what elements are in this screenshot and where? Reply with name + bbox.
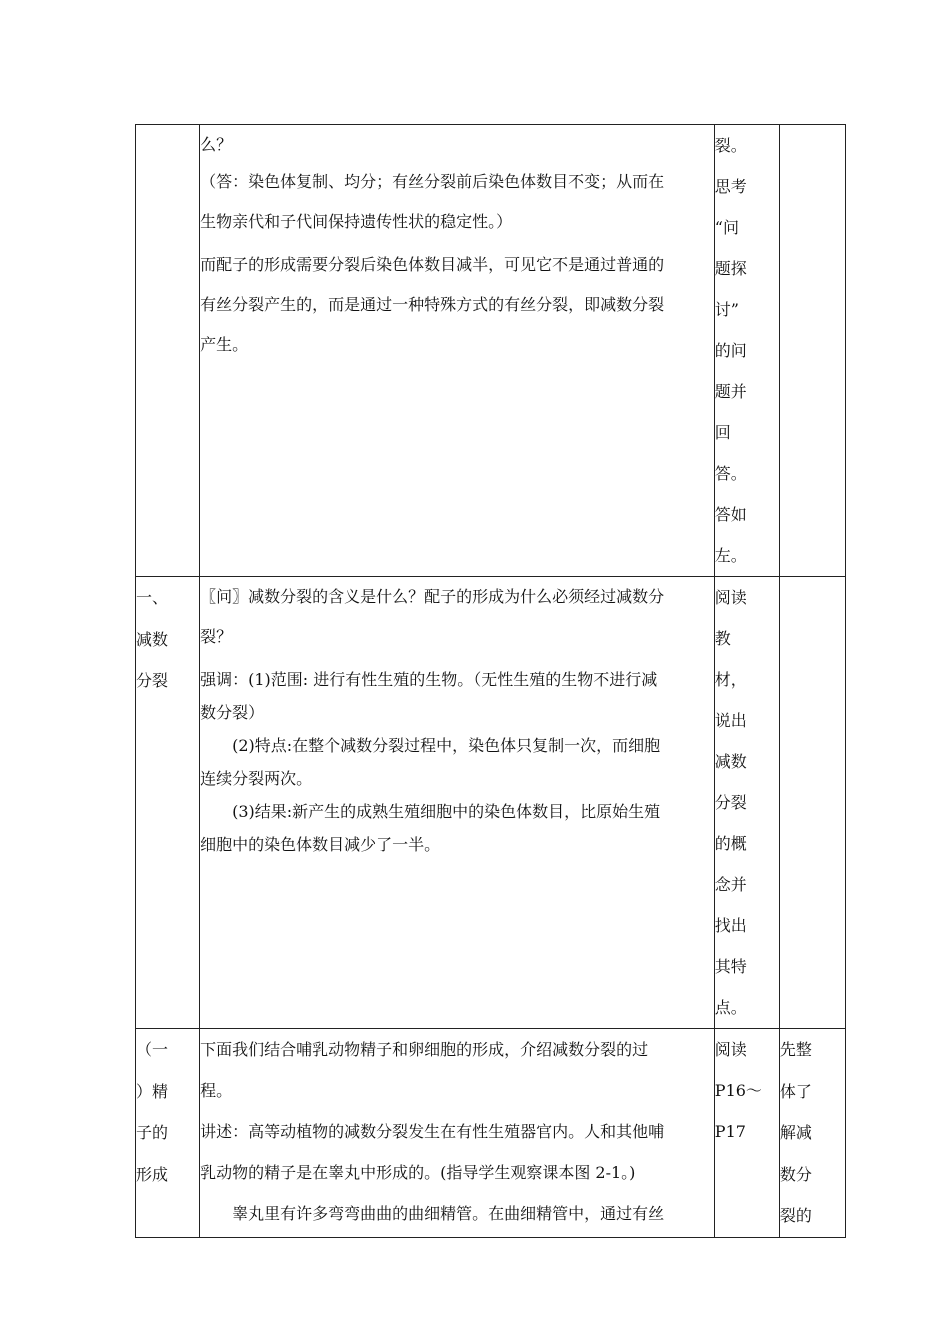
design-intent-cell: [779, 577, 845, 1029]
text-line: 乳动物的精子是在睾丸中形成的。(指导学生观察课本图 2-1。): [200, 1163, 636, 1182]
text-line: 产生。: [200, 335, 249, 354]
text-line: 有丝分裂产生的，而是通过一种特殊方式的有丝分裂，即减数分裂: [200, 295, 665, 314]
question-line: 裂？: [200, 627, 233, 646]
activity-text: 念并: [714, 875, 747, 894]
text-line: 睾丸里有许多弯弯曲曲的曲细精管。在曲细精管中，通过有丝: [232, 1204, 665, 1223]
student-activity-cell: [714, 577, 779, 1029]
activity-text: 的问: [714, 341, 747, 360]
topic-text: 形成: [136, 1164, 169, 1184]
topic-text: 减数: [136, 629, 169, 649]
activity-text: 材，: [714, 670, 747, 689]
topic-text: 一、: [136, 588, 169, 607]
activity-text: 其特: [714, 957, 747, 976]
activity-text: 讨”: [714, 300, 739, 319]
topic-text: ）精: [136, 1081, 169, 1101]
text-line: 下面我们结合哺乳动物精子和卵细胞的形成，介绍减数分裂的过: [200, 1040, 649, 1059]
design-intent-cell: [779, 125, 845, 577]
text-line: 数分裂）: [200, 703, 265, 722]
activity-text: 说出: [714, 711, 747, 730]
content-cell: [200, 1029, 715, 1238]
text-line: 么？: [200, 135, 233, 154]
activity-text: 回: [714, 423, 731, 442]
activity-text: 题并: [714, 382, 747, 401]
text-line: 程。: [200, 1081, 233, 1100]
topic-cell: [136, 577, 200, 1029]
activity-text: 的概: [714, 834, 747, 853]
text-line: 强调：(1)范围: 进行有性生殖的生物。（无性生殖的生物不进行减: [200, 670, 658, 689]
question-line: 〖问〗减数分裂的含义是什么？配子的形成为什么必须经过减数分: [200, 587, 665, 606]
activity-text: 左。: [714, 546, 747, 565]
intent-text: 裂的: [779, 1206, 812, 1225]
text-line: 而配子的形成需要分裂后染色体数目减半，可见它不是通过普通的: [200, 255, 665, 274]
topic-cell: [136, 125, 200, 577]
activity-text: P17: [714, 1122, 746, 1141]
topic-text: 子的: [136, 1123, 169, 1142]
content-cell: [200, 577, 715, 1029]
student-activity-cell: [714, 1029, 779, 1238]
topic-text: （一: [136, 1040, 169, 1059]
activity-text: 答。: [714, 464, 747, 483]
lesson-plan-table: [135, 124, 846, 1238]
text-line: 细胞中的染色体数目减少了一半。: [200, 835, 441, 854]
text-line: 讲述：高等动植物的减数分裂发生在有性生殖器官内。人和其他哺: [200, 1122, 665, 1141]
text-line: (3)结果:新产生的成熟生殖细胞中的染色体数目，比原始生殖: [232, 802, 661, 821]
student-activity-cell: [714, 125, 779, 577]
topic-cell: [136, 1029, 200, 1238]
activity-text: 教: [714, 629, 731, 648]
activity-text: 阅读: [714, 588, 747, 607]
activity-text: 点。: [714, 998, 747, 1017]
table-row: [136, 1029, 846, 1238]
text-line: （答：染色体复制、均分；有丝分裂前后染色体数目不变；从而在: [200, 172, 665, 191]
activity-text: 分裂: [714, 793, 747, 812]
design-intent-cell: [779, 1029, 845, 1238]
activity-text: 找出: [714, 916, 747, 935]
content-cell: [200, 125, 715, 577]
activity-text: 阅读: [714, 1040, 747, 1059]
activity-text: 裂。: [714, 136, 747, 155]
activity-text: 思考: [714, 177, 747, 196]
intent-text: 数分: [779, 1164, 812, 1184]
activity-text: 减数: [714, 752, 747, 771]
intent-text: 先整: [779, 1040, 812, 1059]
text-line: 生物亲代和子代间保持遗传性状的稳定性。）: [200, 212, 513, 231]
intent-text: 解减: [779, 1123, 812, 1142]
text-line: (2)特点:在整个减数分裂过程中，染色体只复制一次，而细胞: [232, 736, 661, 755]
activity-text: 题探: [714, 259, 747, 278]
activity-text: P16～: [714, 1081, 762, 1100]
topic-text: 分裂: [136, 671, 169, 690]
table-row: [136, 125, 846, 577]
intent-text: 体了: [779, 1081, 812, 1101]
table-row: [136, 577, 846, 1029]
activity-text: 答如: [714, 505, 747, 524]
activity-text: “问: [714, 218, 739, 237]
text-line: 连续分裂两次。: [200, 769, 313, 788]
